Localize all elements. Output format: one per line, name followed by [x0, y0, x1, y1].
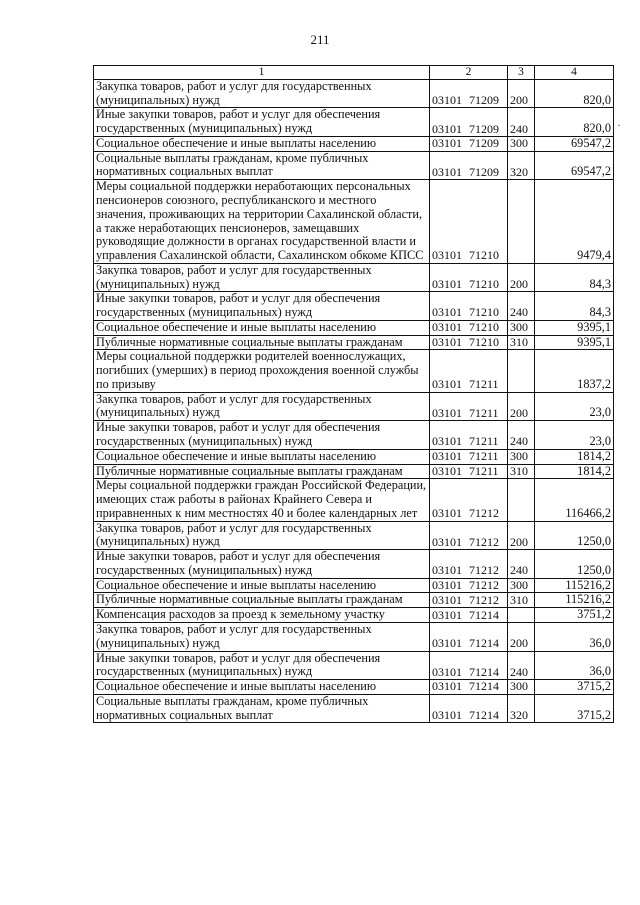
row-amount: 3715,2: [535, 694, 614, 723]
row-code-part1: 03101: [432, 276, 462, 291]
row-amount: 1814,2: [535, 464, 614, 479]
row-name: Меры социальной поддержки родителей военнослужащих, погибших (умерших) в период прохождения военной службы по призыву: [94, 350, 430, 392]
table-row: [94, 108, 614, 137]
row-expense-type: [508, 180, 535, 264]
table-row: [94, 464, 614, 479]
header-cell-3: 3: [508, 66, 535, 80]
row-name: Социальное обеспечение и иные выплаты населению: [94, 320, 430, 335]
row-amount: 115216,2: [535, 593, 614, 608]
row-code: [430, 421, 508, 450]
row-expense-type: 200: [508, 521, 535, 550]
row-name: Иные закупки товаров, работ и услуг для обеспечения государственных (муниципальных) нужд: [94, 651, 430, 680]
row-name: Закупка товаров, работ и услуг для государственных (муниципальных) нужд: [94, 622, 430, 651]
row-code-part2: 71211: [469, 449, 499, 464]
row-expense-type: 300: [508, 578, 535, 593]
row-code-part1: 03101: [432, 636, 462, 651]
row-code-part1: 03101: [432, 164, 462, 179]
row-code-part1: 03101: [432, 405, 462, 420]
row-code-part2: 71209: [469, 164, 499, 179]
row-code-part1: 03101: [432, 664, 462, 679]
row-code-part1: 03101: [432, 320, 462, 335]
header-row: [94, 66, 614, 80]
row-expense-type: 200: [508, 263, 535, 292]
row-code-part2: 71209: [469, 136, 499, 151]
row-expense-type: [508, 350, 535, 392]
row-code: [430, 108, 508, 137]
row-code-part1: 03101: [432, 136, 462, 151]
row-code: [430, 622, 508, 651]
row-amount: 9479,4: [535, 180, 614, 264]
row-code-part1: 03101: [432, 121, 462, 136]
row-code-part1: 03101: [432, 707, 462, 722]
row-code-part2: 71211: [469, 405, 499, 420]
row-code-part2: 71212: [469, 506, 499, 521]
table-row: [94, 578, 614, 593]
row-code-part1: 03101: [432, 92, 462, 107]
header-cell-1: 1: [94, 66, 430, 80]
row-code-part2: 71214: [469, 707, 499, 722]
row-code-part1: 03101: [432, 334, 462, 349]
row-code: [430, 578, 508, 593]
row-name: Публичные нормативные социальные выплаты гражданам: [94, 593, 430, 608]
table-row: [94, 593, 614, 608]
row-code-part1: 03101: [432, 563, 462, 578]
row-amount: 116466,2: [535, 479, 614, 521]
row-code-part1: 03101: [432, 534, 462, 549]
row-name: Социальные выплаты гражданам, кроме публичных нормативных социальных выплат: [94, 694, 430, 723]
row-code-part2: 71214: [469, 679, 499, 694]
table-row: [94, 320, 614, 335]
row-code: [430, 392, 508, 421]
row-code-part1: 03101: [432, 506, 462, 521]
row-code: [430, 593, 508, 608]
row-name: Социальное обеспечение и иные выплаты населению: [94, 136, 430, 151]
row-expense-type: 300: [508, 136, 535, 151]
row-code: [430, 79, 508, 108]
row-code: [430, 479, 508, 521]
row-amount: 36,0: [535, 622, 614, 651]
row-amount: 820,0: [535, 79, 614, 108]
row-amount: 1837,2: [535, 350, 614, 392]
header-cell-2: 2: [430, 66, 508, 80]
row-code-part2: 71212: [469, 578, 499, 592]
header-cell-4: 4: [535, 66, 614, 80]
row-name: Социальное обеспечение и иные выплаты населению: [94, 449, 430, 464]
row-name: Закупка товаров, работ и услуг для государственных (муниципальных) нужд: [94, 521, 430, 550]
row-code: [430, 521, 508, 550]
page-number: 211: [310, 32, 330, 47]
table-row: [94, 350, 614, 392]
row-name: Социальное обеспечение и иные выплаты населению: [94, 680, 430, 695]
row-expense-type: [508, 479, 535, 521]
row-amount: 3715,2: [535, 680, 614, 695]
row-code: [430, 320, 508, 335]
row-expense-type: 310: [508, 464, 535, 479]
row-code: [430, 292, 508, 321]
row-amount: 1250,0: [535, 521, 614, 550]
row-name: Иные закупки товаров, работ и услуг для обеспечения государственных (муниципальных) нужд: [94, 292, 430, 321]
row-code: [430, 180, 508, 264]
row-expense-type: 310: [508, 593, 535, 608]
row-amount: 9395,1: [535, 335, 614, 350]
row-amount: 9395,1: [535, 320, 614, 335]
row-code-part1: 03101: [432, 679, 462, 694]
table-row: [94, 335, 614, 350]
row-name: Закупка товаров, работ и услуг для государственных (муниципальных) нужд: [94, 263, 430, 292]
row-expense-type: [508, 608, 535, 623]
row-code-part2: 71212: [469, 563, 499, 578]
budget-table: [93, 65, 614, 723]
row-name: Социальное обеспечение и иные выплаты населению: [94, 578, 430, 593]
row-expense-type: 300: [508, 449, 535, 464]
row-name: Меры социальной поддержки неработающих персональных пенсионеров союзного, республиканского и местного значения, проживающих на территории Сахалинской области, а также неработающих пенсионеров, замещавших руководящие должности в органах государственной власти и управления Сахалинской области, Сахалинском обкоме КПСС: [94, 180, 430, 264]
row-name: Компенсация расходов за проезд к земельному участку: [94, 608, 430, 623]
row-code-part2: 71214: [469, 664, 499, 679]
row-code-part2: 71211: [469, 463, 499, 478]
row-amount: 84,3: [535, 263, 614, 292]
row-expense-type: 300: [508, 320, 535, 335]
row-expense-type: 300: [508, 680, 535, 695]
table-row: [94, 263, 614, 292]
row-code-part2: 71211: [469, 434, 499, 449]
table-row: [94, 651, 614, 680]
row-code: [430, 136, 508, 151]
row-code: [430, 694, 508, 723]
row-code-part2: 71214: [469, 636, 499, 651]
row-code: [430, 350, 508, 392]
row-code-part2: 71209: [469, 121, 499, 136]
row-expense-type: 200: [508, 392, 535, 421]
table-row: [94, 421, 614, 450]
row-amount: 820,0: [535, 108, 614, 137]
row-expense-type: 240: [508, 651, 535, 680]
row-name: Иные закупки товаров, работ и услуг для обеспечения государственных (муниципальных) нужд: [94, 550, 430, 579]
row-amount: 3751,2: [535, 608, 614, 623]
row-expense-type: 310: [508, 335, 535, 350]
row-expense-type: 320: [508, 151, 535, 180]
row-expense-type: 240: [508, 108, 535, 137]
row-code-part1: 03101: [432, 463, 462, 478]
row-name: Меры социальной поддержки граждан Российской Федерации, имеющих стаж работы в районах Крайнего Севера и приравненных к ним местностях 40 и более календарных лет: [94, 479, 430, 521]
table-row: [94, 292, 614, 321]
row-code-part2: 71212: [469, 592, 499, 607]
table-row: [94, 550, 614, 579]
row-expense-type: 240: [508, 421, 535, 450]
row-code-part2: 71210: [469, 320, 499, 335]
row-code: [430, 464, 508, 479]
page-mark: ·: [617, 118, 621, 132]
row-code-part2: 71211: [469, 377, 499, 392]
row-name: Иные закупки товаров, работ и услуг для обеспечения государственных (муниципальных) нужд: [94, 421, 430, 450]
row-expense-type: 240: [508, 550, 535, 579]
row-code: [430, 680, 508, 695]
row-amount: 69547,2: [535, 151, 614, 180]
table-row: [94, 136, 614, 151]
table-row: [94, 180, 614, 264]
row-amount: 84,3: [535, 292, 614, 321]
row-name: Публичные нормативные социальные выплаты гражданам: [94, 464, 430, 479]
row-expense-type: 200: [508, 79, 535, 108]
row-name: Социальные выплаты гражданам, кроме публичных нормативных социальных выплат: [94, 151, 430, 180]
row-amount: 23,0: [535, 392, 614, 421]
row-code: [430, 151, 508, 180]
row-code: [430, 449, 508, 464]
row-code-part2: 71210: [469, 248, 499, 263]
table-row: [94, 694, 614, 723]
row-amount: 115216,2: [535, 578, 614, 593]
table-row: [94, 392, 614, 421]
row-name: Иные закупки товаров, работ и услуг для обеспечения государственных (муниципальных) нужд: [94, 108, 430, 137]
table-row: [94, 449, 614, 464]
row-code-part2: 71209: [469, 92, 499, 107]
row-code-part1: 03101: [432, 248, 462, 263]
table-row: [94, 479, 614, 521]
row-code: [430, 335, 508, 350]
row-expense-type: 200: [508, 622, 535, 651]
table-row: [94, 151, 614, 180]
row-code-part2: 71210: [469, 305, 499, 320]
row-code-part1: 03101: [432, 607, 462, 622]
row-code: [430, 550, 508, 579]
row-code: [430, 263, 508, 292]
table-row: [94, 680, 614, 695]
row-amount: 36,0: [535, 651, 614, 680]
table-row: [94, 521, 614, 550]
row-amount: 1814,2: [535, 449, 614, 464]
row-name: Публичные нормативные социальные выплаты гражданам: [94, 335, 430, 350]
row-code: [430, 651, 508, 680]
table-row: [94, 79, 614, 108]
row-code-part1: 03101: [432, 578, 462, 592]
row-code-part2: 71212: [469, 534, 499, 549]
row-code-part1: 03101: [432, 434, 462, 449]
table-row: [94, 608, 614, 623]
row-code-part2: 71210: [469, 334, 499, 349]
table-row: [94, 622, 614, 651]
row-code: [430, 608, 508, 623]
row-code-part1: 03101: [432, 377, 462, 392]
row-code-part1: 03101: [432, 592, 462, 607]
row-code-part1: 03101: [432, 305, 462, 320]
row-code-part1: 03101: [432, 449, 462, 464]
row-amount: 1250,0: [535, 550, 614, 579]
row-code-part2: 71210: [469, 276, 499, 291]
row-amount: 23,0: [535, 421, 614, 450]
row-name: Закупка товаров, работ и услуг для государственных (муниципальных) нужд: [94, 392, 430, 421]
row-expense-type: 240: [508, 292, 535, 321]
row-code-part2: 71214: [469, 607, 499, 622]
row-amount: 69547,2: [535, 136, 614, 151]
row-name: Закупка товаров, работ и услуг для государственных (муниципальных) нужд: [94, 79, 430, 108]
row-expense-type: 320: [508, 694, 535, 723]
